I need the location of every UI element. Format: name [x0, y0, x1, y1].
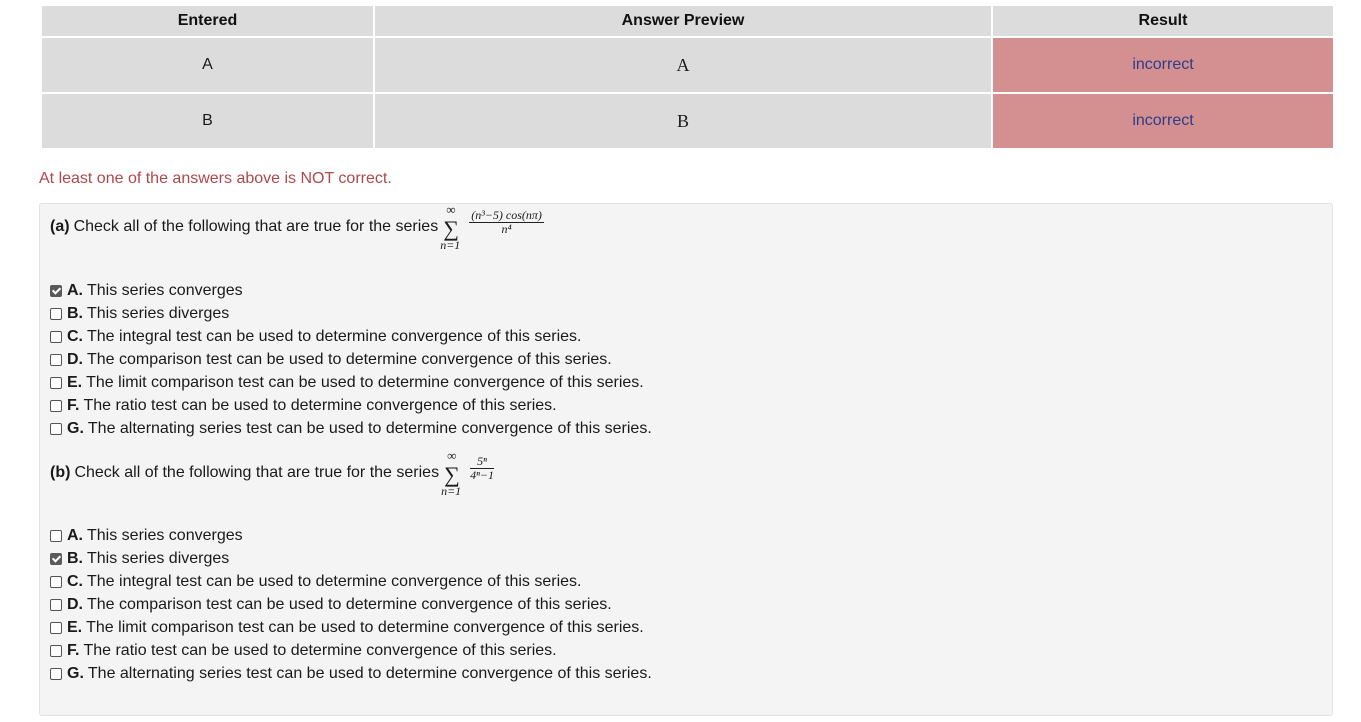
results-table — [40, 4, 1335, 150]
fraction-numerator: 5ⁿ — [470, 455, 494, 469]
entered-cell: B — [41, 93, 374, 149]
checkbox[interactable] — [50, 622, 62, 634]
option-c[interactable]: C. The integral test can be used to determine convergence of this series. — [50, 325, 652, 348]
preview-cell: B — [374, 93, 992, 149]
series-formula-a — [440, 202, 573, 252]
fraction-denominator: 4ⁿ−1 — [470, 468, 494, 483]
part-a — [50, 202, 652, 440]
checkbox[interactable] — [50, 331, 62, 343]
part-b-prompt-text: Check all of the following that are true for the series — [74, 464, 440, 481]
fraction-numerator: (n³−5) cos(nπ) — [471, 208, 542, 222]
problem-panel — [39, 203, 1333, 716]
summation-icon: ∑ — [444, 462, 460, 487]
table-row — [41, 93, 1334, 149]
result-cell: incorrect — [992, 37, 1334, 93]
option-d[interactable]: D. The comparison test can be used to determine convergence of this series. — [50, 348, 652, 371]
part-a-prompt-text: Check all of the following that are true for the series — [73, 218, 439, 235]
checkbox[interactable] — [50, 599, 62, 611]
preview-cell: A — [374, 37, 992, 93]
option-e[interactable]: E. The limit comparison test can be used to determine convergence of this series. — [50, 616, 652, 639]
option-f[interactable]: F. The ratio test can be used to determine convergence of this series. — [50, 394, 652, 417]
option-b[interactable]: B. This series diverges — [50, 302, 652, 325]
fraction-denominator: n⁴ — [501, 222, 512, 237]
header-answer-preview: Answer Preview — [374, 5, 992, 37]
header-result: Result — [992, 5, 1334, 37]
result-cell: incorrect — [992, 93, 1334, 149]
part-b-prompt — [50, 448, 652, 498]
sum-lower-limit: n=1 — [440, 238, 461, 252]
part-b-label: (b) — [50, 464, 71, 481]
checkbox[interactable] — [50, 553, 62, 565]
part-b — [50, 448, 652, 685]
option-a[interactable]: A. This series converges — [50, 279, 652, 302]
option-f[interactable]: F. The ratio test can be used to determine convergence of this series. — [50, 639, 652, 662]
series-fraction — [469, 209, 544, 236]
option-g[interactable]: G. The alternating series test can be used to determine convergence of this series. — [50, 417, 652, 440]
option-c[interactable]: C. The integral test can be used to determine convergence of this series. — [50, 570, 652, 593]
sum-lower-limit: n=1 — [441, 484, 462, 498]
checkbox[interactable] — [50, 576, 62, 588]
sum-upper-limit: ∞ — [447, 448, 457, 463]
checkbox[interactable] — [50, 645, 62, 657]
checkbox[interactable] — [50, 423, 62, 435]
part-a-prompt — [50, 202, 652, 252]
checkbox[interactable] — [50, 400, 62, 412]
part-a-label: (a) — [50, 218, 70, 235]
series-formula-b — [441, 448, 574, 498]
option-e[interactable]: E. The limit comparison test can be used to determine convergence of this series. — [50, 371, 652, 394]
option-a[interactable]: A. This series converges — [50, 524, 652, 547]
results-header-row — [41, 5, 1334, 37]
summation-icon: ∑ — [443, 216, 459, 241]
feedback-message: At least one of the answers above is NOT correct. — [39, 170, 392, 187]
series-fraction — [470, 455, 494, 482]
entered-cell: A — [41, 37, 374, 93]
option-d[interactable]: D. The comparison test can be used to determine convergence of this series. — [50, 593, 652, 616]
header-entered: Entered — [41, 5, 374, 37]
table-row — [41, 37, 1334, 93]
checkbox[interactable] — [50, 354, 62, 366]
checkbox[interactable] — [50, 308, 62, 320]
option-b[interactable]: B. This series diverges — [50, 547, 652, 570]
option-g[interactable]: G. The alternating series test can be used to determine convergence of this series. — [50, 662, 652, 685]
part-b-options — [50, 524, 652, 685]
checkbox[interactable] — [50, 530, 62, 542]
part-a-options — [50, 279, 652, 440]
checkbox[interactable] — [50, 377, 62, 389]
sum-upper-limit: ∞ — [446, 202, 456, 217]
checkbox[interactable] — [50, 285, 62, 297]
checkbox[interactable] — [50, 668, 62, 680]
